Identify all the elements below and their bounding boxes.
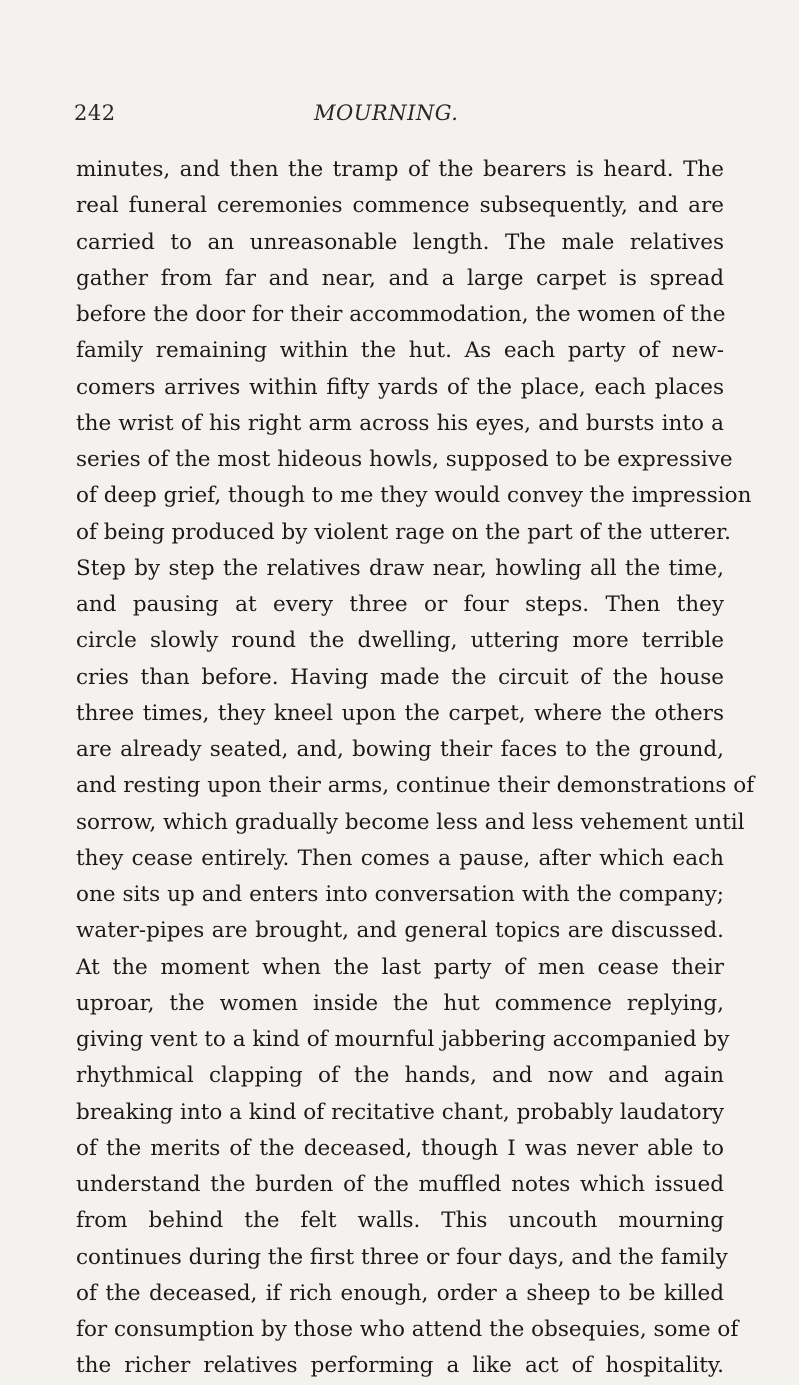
text-line: Step by step the relatives draw near, howling all the time, [76,555,724,581]
text-line: At the moment when the last party of men cease their [76,954,724,980]
text-line: cries than before. Having made the circuit of the house [76,664,724,690]
text-line: gather from far and near, and a large carpet is spread [76,265,724,291]
text-line: of the deceased, if rich enough, order a sheep to be killed [76,1280,724,1306]
text-line: of deep grief, though to me they would convey the impression [76,483,752,509]
text-line: water-pipes are brought, and general topics are discussed. [76,918,724,944]
text-line: and pausing at every three or four steps. Then they [76,592,724,617]
text-line: understand the burden of the muffled notes which issued [76,1172,724,1197]
text-line: circle slowly round the dwelling, uttering more terrible [76,628,724,654]
text-line: sorrow, which gradually become less and less vehement until [76,809,745,835]
text-line: one sits up and enters into conversation with the company; [76,882,724,907]
text-line: for consumption by those who attend the obsequies, some of [76,1317,739,1342]
text-line: before the door for their accommodation, the women of the [76,302,726,327]
text-line: series of the most hideous howls, supposed to be expressive [76,447,733,472]
text-line: real funeral ceremonies commence subsequently, and are [76,193,724,219]
text-line: they cease entirely. Then comes a pause, after which each [76,845,724,871]
text-line: the wrist of his right arm across his eyes, and bursts into a [76,410,724,436]
text-line: of being produced by violent rage on the part of the utterer. [76,519,731,545]
text-line: the richer relatives performing a like act of hospitality. [76,1353,724,1379]
text-line: rhythmical clapping of the hands, and now and again [76,1063,724,1089]
body-text [76,152,755,1385]
text-line: of the merits of the deceased, though I was never able to [76,1135,724,1161]
text-line: giving vent to a kind of mournful jabbering accompanied by [76,1027,730,1052]
running-head [74,101,724,131]
page-number: 242 [74,101,116,125]
text-line: comers arrives within fifty yards of the place, each places [76,374,724,400]
text-line: minutes, and then the tramp of the bearers is heard. The [76,157,724,182]
text-line: carried to an unreasonable length. The male relatives [76,229,724,255]
text-line: breaking into a kind of recitative chant, probably laudatory [76,1099,724,1125]
text-line: continues during the first three or four days, and the family [76,1244,728,1270]
text-line: three times, they kneel upon the carpet, where the others [76,700,724,726]
text-line: family remaining within the hut. As each party of new- [76,338,724,364]
text-line: are already seated, and, bowing their faces to the ground, [76,737,724,762]
running-title: MOURNING. [314,101,459,125]
text-line: and resting upon their arms, continue their demonstrations of [76,773,755,799]
text-line: from behind the felt walls. This uncouth mourning [76,1208,724,1234]
text-line: uproar, the women inside the hut commence replying, [76,990,724,1016]
